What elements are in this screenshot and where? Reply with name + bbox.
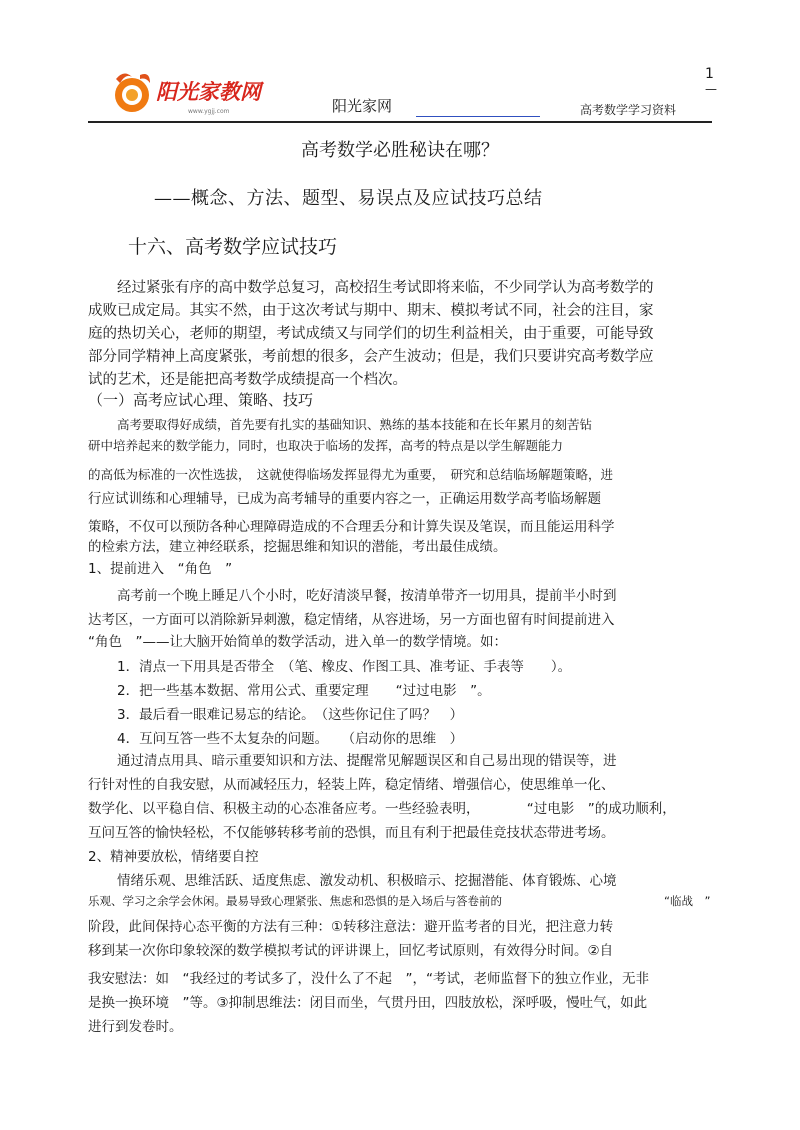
paragraph-line: 成败已成定局。其实不然，由于这次考试与期中、期末、模拟考试不同，社会的注目，家 (88, 303, 654, 319)
paragraph-line: 我安慰法：如 “我经过的考试多了，没什么了不起 ”，“考试，老师监督下的独立作业，无非 (88, 971, 649, 987)
site-name: 阳光家网 (332, 97, 393, 115)
paragraph-line: 数学化、以平稳自信、积极主动的心态准备应考。一些经验表明， “过电影 ”的成功顺利， (88, 801, 676, 817)
paragraph-line: 高考要取得好成绩，首先要有扎实的基础知识、熟练的基本技能和在长年累月的刻苦钻 (117, 417, 593, 432)
header-divider (88, 121, 712, 123)
sun-flame-icon (115, 73, 150, 112)
paragraph-line: 试的艺术，还是能把高考数学成绩提高一个档次。 (88, 372, 407, 388)
paragraph-line: 研中培养起来的数学能力，同时，也取决于临场的发挥，高考的特点是以学生解题能力 (88, 438, 564, 453)
paragraph-line: 阶段，此间保持心态平衡的方法有三种：①转移注意法：避开监考者的目光，把注意力转 (88, 919, 614, 935)
site-logo (110, 67, 286, 119)
paragraph-line: 的高低为标准的一次性选拔， 这就使得临场发挥显得尤为重要， 研究和总结临场解题策略，进 (88, 467, 614, 482)
paragraph-line: 策略，不仅可以预防各种心理障碍造成的不合理丢分和计算失误及笔误，而且能运用科学 (88, 519, 615, 535)
paragraph-line: 达考区，一方面可以消除新异刺激，稳定情绪，从容进场，另一方面也留有时间提前进入 (88, 612, 615, 628)
paragraph-line: 互问互答的愉快轻松，不仅能够转移考前的恐惧，而且有利于把最佳竞技状态带进考场。 (88, 825, 615, 841)
paragraph-line: 高考前一个晚上睡足八个小时，吃好清淡早餐，按清单带齐一切用具，提前半小时到 (117, 588, 617, 604)
paragraph-line: 经过紧张有序的高中数学总复习，高校招生考试即将来临，不少同学认为高考数学的 (117, 280, 654, 296)
paragraph-line: “临战 ” (664, 894, 711, 908)
item-heading: 2、精神要放松，情绪要自控 (88, 849, 259, 865)
logo-text: 阳光家教网 (156, 80, 261, 104)
logo-url-text: www.ygjj.com (188, 108, 230, 115)
paragraph-line: 行应试训练和心理辅导，已成为高考辅导的重要内容之一，正确运用数学高考临场解题 (88, 491, 601, 507)
document-title: 高考数学必胜秘诀在哪？ (301, 140, 499, 161)
header-doc-label: 高考数学学习资料 (580, 103, 677, 117)
list-item: 3．最后看一眼难记易忘的结论。 （这些你记住了吗？ ） (117, 707, 464, 723)
paragraph-line: 是换一换环境 ”等。③抑制思维法：闭目而坐，气贯丹田，四肢放松，深呼吸，慢吐气，如此 (88, 995, 648, 1011)
paragraph-line: “角色 ”——让大脑开始简单的数学活动，进入单一的数学情境。如： (88, 634, 507, 650)
paragraph-line: 通过清点用具、暗示重要知识和方法、提醒常见解题误区和自己易出现的错误等，进 (117, 753, 617, 769)
paragraph-line: 乐观、学习之余学会休闲。最易导致心理紧张、焦虑和恐惧的是入场后与答卷前的 (88, 894, 502, 908)
paragraph-line: 的检索方法，建立神经联系，挖掘思维和知识的潜能，考出最佳成绩。 (88, 539, 507, 555)
link-underline (416, 116, 540, 117)
section-heading: 十六、高考数学应试技巧 (128, 236, 338, 258)
page-number-dash: — (705, 82, 717, 96)
list-item: 4．互问互答一些不太复杂的问题。 （启动你的思维 ） (117, 731, 464, 747)
paragraph-line: 进行到发卷时。 (88, 1019, 183, 1035)
list-item: 1．清点一下用具是否带全 （笔、橡皮、作图工具、准考证、手表等 ）。 (117, 659, 572, 675)
paragraph-line: 部分同学精神上高度紧张，考前想的很多，会产生波动；但是，我们只要讲究高考数学应 (88, 349, 654, 365)
paragraph-line: 行针对性的自我安慰，从而减轻压力，轻装上阵，稳定情绪、增强信心，使思维单一化、 (88, 777, 615, 793)
paragraph-line: 移到某一次你印象较深的数学模拟考试的评讲课上，回忆考试原则，有效得分时间。②自 (88, 943, 614, 959)
list-item: 2．把一些基本数据、常用公式、重要定理 “过过电影 ”。 (117, 683, 491, 699)
paragraph-line: 情绪乐观、思维活跃、适度焦虑、激发动机、积极暗示、挖掘潜能、体育锻炼、心境 (117, 873, 617, 889)
document-subtitle: ——概念、方法、题型、易误点及应试技巧总结 (154, 188, 543, 209)
paragraph-line: 庭的热切关心，老师的期望，考试成绩又与同学们的切生利益相关，由于重要，可能导致 (88, 326, 654, 342)
page-number: 1 (705, 66, 714, 82)
subsection-heading: （一）高考应试心理、策略、技巧 (88, 391, 314, 409)
item-heading: 1、提前进入 “角色 ” (88, 561, 233, 577)
